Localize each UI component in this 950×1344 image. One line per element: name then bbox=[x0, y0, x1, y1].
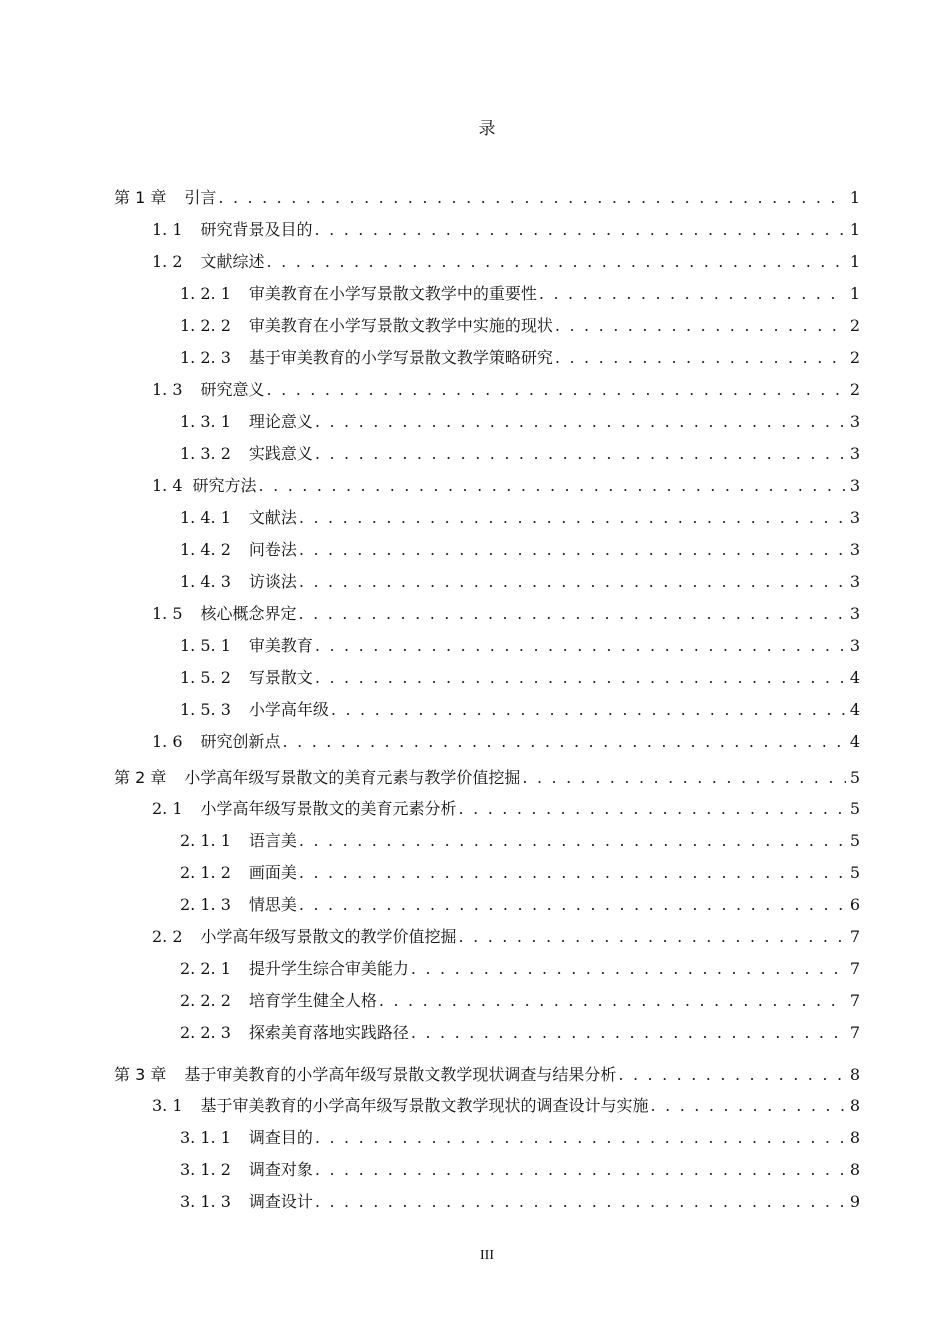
toc-entry-title: 文献法 bbox=[248, 508, 297, 527]
dot-leader bbox=[411, 955, 846, 983]
toc-entry-page: 2 bbox=[849, 316, 860, 335]
dot-leader bbox=[315, 216, 846, 244]
toc-entry-number: 3. 1. 3 bbox=[180, 1192, 231, 1211]
dot-leader bbox=[267, 248, 846, 276]
dot-leader bbox=[315, 440, 846, 468]
toc-entry-title: 研究方法 bbox=[192, 476, 257, 495]
toc-entry-subsection[interactable] bbox=[180, 440, 860, 468]
toc-entry-number: 1. 5. 2 bbox=[180, 668, 231, 687]
dot-leader bbox=[315, 1156, 846, 1184]
dot-leader bbox=[459, 795, 846, 823]
toc-entry-title: 研究意义 bbox=[200, 380, 265, 399]
dot-leader bbox=[299, 827, 846, 855]
toc-entry-chapter[interactable] bbox=[114, 764, 860, 792]
toc-entry-title: 理论意义 bbox=[248, 412, 313, 431]
toc-entry-title: 基于审美教育的小学高年级写景散文教学现状的调查设计与实施 bbox=[200, 1096, 649, 1115]
dot-leader bbox=[459, 923, 846, 951]
toc-entry-section[interactable] bbox=[152, 1092, 860, 1120]
toc-entry-title: 审美教育在小学写景散文教学中的重要性 bbox=[248, 284, 537, 303]
toc-entry-subsection[interactable] bbox=[180, 696, 860, 724]
toc-entry-page: 5 bbox=[849, 831, 860, 850]
dot-leader bbox=[299, 504, 846, 532]
toc-entry-number: 1. 5. 1 bbox=[180, 636, 231, 655]
toc-entry-section[interactable] bbox=[152, 600, 860, 628]
toc-entry-subsection[interactable] bbox=[180, 1124, 860, 1152]
toc-entry-page: 3 bbox=[849, 572, 860, 591]
toc-entry-page: 5 bbox=[849, 768, 860, 787]
toc-entry-number: 1. 3. 1 bbox=[180, 412, 231, 431]
toc-entry-title: 文献综述 bbox=[200, 252, 265, 271]
page-title: 录 bbox=[478, 119, 496, 139]
dot-leader bbox=[618, 1061, 845, 1089]
toc-entry-subsection[interactable] bbox=[180, 344, 860, 372]
toc-entry-number: 3. 1. 1 bbox=[180, 1128, 231, 1147]
toc-entry-number: 3. 1 bbox=[152, 1096, 183, 1115]
toc-entry-section[interactable] bbox=[152, 376, 860, 404]
toc-entry-number: 1. 5. 3 bbox=[180, 700, 231, 719]
toc-entry-title: 调查设计 bbox=[248, 1192, 313, 1211]
toc-entry-page: 7 bbox=[849, 959, 860, 978]
toc-entry-section[interactable] bbox=[152, 216, 860, 244]
toc-entry-title: 调查目的 bbox=[248, 1128, 313, 1147]
dot-leader bbox=[315, 632, 846, 660]
toc-entry-page: 3 bbox=[849, 540, 860, 559]
toc-entry-subsection[interactable] bbox=[180, 859, 860, 887]
dot-leader bbox=[218, 184, 845, 212]
toc-entry-number: 1. 6 bbox=[152, 732, 183, 751]
toc-entry-subsection[interactable] bbox=[180, 827, 860, 855]
toc-entry-title: 实践意义 bbox=[248, 444, 313, 463]
toc-entry-subsection[interactable] bbox=[180, 1156, 860, 1184]
toc-entry-subsection[interactable] bbox=[180, 568, 860, 596]
dot-leader bbox=[299, 859, 846, 887]
toc-entry-page: 2 bbox=[849, 380, 860, 399]
toc-entry-subsection[interactable] bbox=[180, 1019, 860, 1047]
dot-leader bbox=[259, 472, 846, 500]
toc-entry-page: 4 bbox=[849, 700, 860, 719]
toc-entry-number: 1. 4. 3 bbox=[180, 572, 231, 591]
toc-entry-page: 6 bbox=[849, 895, 860, 914]
toc-entry-title: 写景散文 bbox=[248, 668, 313, 687]
dot-leader bbox=[539, 280, 846, 308]
toc-entry-title: 情思美 bbox=[248, 895, 297, 914]
toc-entry-number: 1. 4. 1 bbox=[180, 508, 231, 527]
toc-entry-page: 2 bbox=[849, 348, 860, 367]
toc-entry-number: 2. 2 bbox=[152, 927, 183, 946]
toc-entry-page: 3 bbox=[849, 636, 860, 655]
toc-entry-page: 8 bbox=[849, 1096, 860, 1115]
dot-leader bbox=[315, 664, 846, 692]
toc-entry-page: 1 bbox=[849, 252, 860, 271]
toc-entry-title: 画面美 bbox=[248, 863, 297, 882]
dot-leader bbox=[315, 1124, 846, 1152]
toc-entry-title: 小学高年级写景散文的教学价值挖掘 bbox=[200, 927, 457, 946]
toc-entry-number: 第 3 章 bbox=[114, 1065, 167, 1084]
dot-leader bbox=[379, 987, 846, 1015]
toc-entry-page: 5 bbox=[849, 799, 860, 818]
toc-entry-title: 小学高年级写景散文的美育元素分析 bbox=[200, 799, 457, 818]
toc-entry-section[interactable] bbox=[152, 248, 860, 276]
dot-leader bbox=[267, 376, 846, 404]
toc-entry-title: 小学高年级写景散文的美育元素与教学价值挖掘 bbox=[184, 768, 521, 787]
dot-leader bbox=[651, 1092, 846, 1120]
toc-entry-title: 核心概念界定 bbox=[200, 604, 297, 623]
toc-entry-number: 3. 1. 2 bbox=[180, 1160, 231, 1179]
toc-entry-section[interactable] bbox=[152, 728, 860, 756]
toc-entry-page: 8 bbox=[849, 1160, 860, 1179]
dot-leader bbox=[315, 408, 846, 436]
toc-entry-section[interactable] bbox=[152, 795, 860, 823]
toc-entry-subsection[interactable] bbox=[180, 312, 860, 340]
toc-entry-number: 1. 4 bbox=[152, 476, 183, 495]
toc-entry-page: 3 bbox=[849, 412, 860, 431]
toc-entry-subsection[interactable] bbox=[180, 955, 860, 983]
dot-leader bbox=[299, 891, 846, 919]
toc-entry-number: 第 1 章 bbox=[114, 188, 167, 207]
toc-entry-number: 2. 1 bbox=[152, 799, 183, 818]
toc-entry-number: 2. 2. 1 bbox=[180, 959, 231, 978]
toc-entry-number: 2. 1. 1 bbox=[180, 831, 231, 850]
toc-entry-number: 2. 2. 2 bbox=[180, 991, 231, 1010]
toc-entry-page: 7 bbox=[849, 991, 860, 1010]
toc-entry-page: 4 bbox=[849, 668, 860, 687]
toc-entry-title: 研究背景及目的 bbox=[200, 220, 313, 239]
toc-entry-page: 3 bbox=[849, 604, 860, 623]
toc-entry-subsection[interactable] bbox=[180, 1188, 860, 1216]
toc-entry-page: 3 bbox=[849, 476, 860, 495]
toc-entry-page: 1 bbox=[849, 188, 860, 207]
dot-leader bbox=[299, 568, 846, 596]
toc-entry-page: 7 bbox=[849, 927, 860, 946]
toc-entry-subsection[interactable] bbox=[180, 408, 860, 436]
toc-entry-title: 基于审美教育的小学高年级写景散文教学现状调查与结果分析 bbox=[184, 1065, 617, 1084]
toc-entry-title: 访谈法 bbox=[248, 572, 297, 591]
dot-leader bbox=[331, 696, 846, 724]
toc-entry-number: 1. 2 bbox=[152, 252, 183, 271]
toc-entry-number: 第 2 章 bbox=[114, 768, 167, 787]
dot-leader bbox=[283, 728, 846, 756]
toc-entry-number: 1. 2. 2 bbox=[180, 316, 231, 335]
toc-entry-title: 审美教育 bbox=[248, 636, 313, 655]
toc-entry-number: 1. 2. 1 bbox=[180, 284, 231, 303]
toc-entry-title: 探索美育落地实践路径 bbox=[248, 1023, 409, 1042]
toc-entry-page: 3 bbox=[849, 444, 860, 463]
toc-entry-subsection[interactable] bbox=[180, 280, 860, 308]
toc-entry-subsection[interactable] bbox=[180, 987, 860, 1015]
toc-entry-subsection[interactable] bbox=[180, 632, 860, 660]
toc-entry-subsection[interactable] bbox=[180, 891, 860, 919]
toc-entry-number: 2. 1. 2 bbox=[180, 863, 231, 882]
toc-entry-number: 1. 5 bbox=[152, 604, 183, 623]
dot-leader bbox=[411, 1019, 846, 1047]
toc-entry-number: 2. 1. 3 bbox=[180, 895, 231, 914]
toc-entry-title: 研究创新点 bbox=[200, 732, 281, 751]
toc-entry-title: 审美教育在小学写景散文教学中实施的现状 bbox=[248, 316, 553, 335]
toc-entry-page: 8 bbox=[849, 1065, 860, 1084]
toc-entry-subsection[interactable] bbox=[180, 664, 860, 692]
toc-entry-page: 4 bbox=[849, 732, 860, 751]
page-number: III bbox=[480, 1248, 494, 1263]
toc-entry-title: 调查对象 bbox=[248, 1160, 313, 1179]
dot-leader bbox=[299, 536, 846, 564]
toc-entry-title: 语言美 bbox=[248, 831, 297, 850]
toc-entry-page: 1 bbox=[849, 220, 860, 239]
toc-entry-number: 1. 3. 2 bbox=[180, 444, 231, 463]
toc-entry-title: 小学高年级 bbox=[248, 700, 329, 719]
toc-entry-number: 1. 2. 3 bbox=[180, 348, 231, 367]
dot-leader bbox=[315, 1188, 846, 1216]
toc-entry-number: 2. 2. 3 bbox=[180, 1023, 231, 1042]
toc-entry-number: 1. 1 bbox=[152, 220, 183, 239]
toc-entry-subsection[interactable] bbox=[180, 536, 860, 564]
toc-entry-section[interactable] bbox=[152, 472, 860, 500]
toc-entry-number: 1. 4. 2 bbox=[180, 540, 231, 559]
toc-entry-title: 引言 bbox=[184, 188, 217, 207]
toc-entry-page: 1 bbox=[849, 284, 860, 303]
toc-entry-subsection[interactable] bbox=[180, 504, 860, 532]
toc-entry-title: 培育学生健全人格 bbox=[248, 991, 377, 1010]
toc-entry-page: 7 bbox=[849, 1023, 860, 1042]
toc-entry-title: 提升学生综合审美能力 bbox=[248, 959, 409, 978]
toc-entry-chapter[interactable] bbox=[114, 184, 860, 212]
toc-entry-title: 基于审美教育的小学写景散文教学策略研究 bbox=[248, 348, 553, 367]
toc-entry-title: 问卷法 bbox=[248, 540, 297, 559]
dot-leader bbox=[555, 344, 846, 372]
toc-entry-page: 9 bbox=[849, 1192, 860, 1211]
toc-entry-page: 8 bbox=[849, 1128, 860, 1147]
dot-leader bbox=[555, 312, 846, 340]
toc-entry-chapter[interactable] bbox=[114, 1061, 860, 1089]
toc-entry-page: 3 bbox=[849, 508, 860, 527]
toc-entry-page: 5 bbox=[849, 863, 860, 882]
toc-entry-number: 1. 3 bbox=[152, 380, 183, 399]
dot-leader bbox=[299, 600, 846, 628]
dot-leader bbox=[522, 764, 845, 792]
toc-entry-section[interactable] bbox=[152, 923, 860, 951]
